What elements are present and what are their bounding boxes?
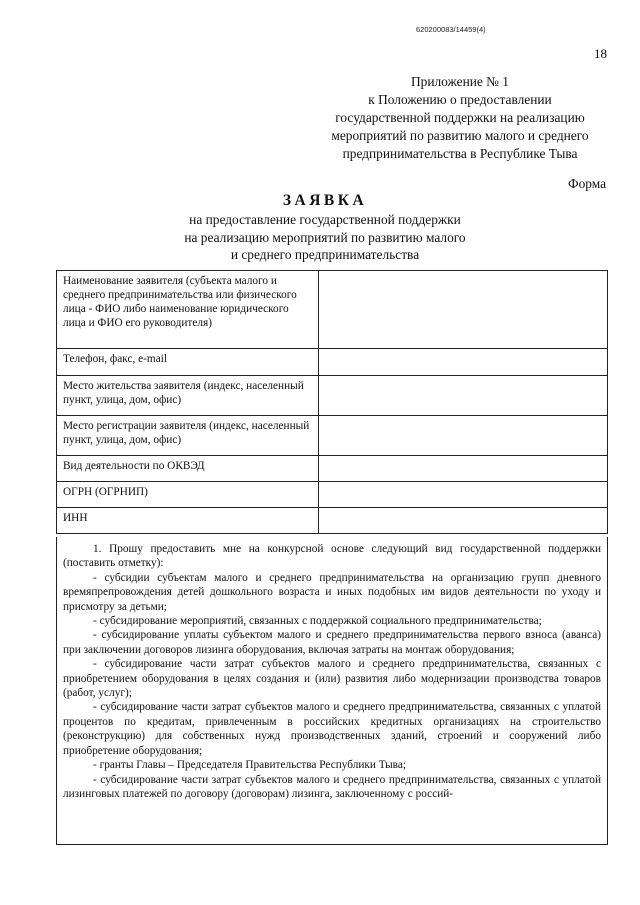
document-title: ЗАЯВКА [282, 192, 368, 209]
field-label-applicant-name: Наименование заявителя (субъекта малого и среднего предпринимательства или физического лица - ФИО либо наименование юридического лица и ФИО его руководителя) [57, 271, 319, 349]
field-label-residence: Место жительства заявителя (индекс, населенный пункт, улица, дом, офис) [57, 376, 319, 416]
appendix-line: к Положению о предоставлении [368, 92, 552, 107]
field-value-inn[interactable] [319, 508, 608, 534]
page-number: 18 [594, 46, 607, 61]
table-row [57, 349, 608, 376]
support-request-section [56, 537, 608, 845]
table-row [57, 416, 608, 456]
support-option[interactable]: - субсидирование части затрат субъектов малого и среднего предпринимательства, связанных с уплатой лизинговых платежей по договору (договорам) лизинга, заключенному с россий- [63, 773, 601, 800]
document-code: 620200083/14459(4) [416, 25, 486, 34]
support-option[interactable]: - субсидии субъектам малого и среднего предпринимательства на организацию групп дневного времяпрепровождения детей дошкольного возраста и иных подобных им видов деятельности по уходу и присмотру за детьми; [63, 571, 601, 613]
field-value-residence[interactable] [319, 376, 608, 416]
field-label-inn: ИНН [57, 508, 319, 534]
form-label: Форма [568, 176, 607, 191]
appendix-line: предпринимательства в Республике Тыва [342, 146, 578, 161]
field-value-ogrn[interactable] [319, 482, 608, 508]
support-option[interactable]: - субсидирование уплаты субъектом малого и среднего предпринимательства первого взноса (аванса) при заключении договоров лизинга оборудования, включая затраты на монтаж оборудования; [63, 629, 601, 656]
request-intro: 1. Прошу предоставить мне на конкурсной основе следующий вид государственной поддержки (поставить отметку): [63, 543, 601, 570]
field-value-applicant-name[interactable] [319, 271, 608, 349]
table-row [57, 508, 608, 534]
table-row [57, 482, 608, 508]
subtitle-line: и среднего предпринимательства [230, 247, 420, 262]
field-value-contacts[interactable] [319, 349, 608, 376]
applicant-info-table [56, 270, 608, 534]
subtitle-line: на реализацию мероприятий по развитию малого [184, 229, 466, 245]
field-label-contacts: Телефон, факс, e-mail [57, 349, 319, 376]
support-option[interactable]: - субсидирование части затрат субъектов малого и среднего предпринимательства, связанных с приобретением оборудования в целях создания и (или) развития либо модернизации производства товаров (работ, услуг); [63, 658, 601, 700]
appendix-line: Приложение № 1 [410, 74, 510, 89]
support-option[interactable]: - субсидирование мероприятий, связанных с поддержкой социального предпринимательства; [93, 615, 542, 628]
support-option[interactable]: - субсидирование части затрат субъектов малого и среднего предпринимательства, связанных с уплатой процентов по кредитам, привлеченным в российских кредитных организациях на строительство (реконструкцию) для собственных нужд производственных зданий, строений и сооружений либо приобретение оборудования; [63, 701, 601, 757]
appendix-line: мероприятий по развитию малого и среднего [331, 128, 589, 143]
field-label-ogrn: ОГРН (ОГРНИП) [57, 482, 319, 508]
subtitle-line: на предоставление государственной поддержки [189, 212, 461, 227]
appendix-line: государственной поддержки на реализацию [335, 110, 585, 125]
field-value-registration[interactable] [319, 416, 608, 456]
table-row [57, 376, 608, 416]
field-value-okved[interactable] [319, 456, 608, 482]
field-label-registration: Место регистрации заявителя (индекс, населенный пункт, улица, дом, офис) [57, 416, 319, 456]
table-row [57, 456, 608, 482]
field-label-okved: Вид деятельности по ОКВЭД [57, 456, 319, 482]
document-subtitle [0, 211, 640, 264]
table-row [57, 271, 608, 349]
appendix-header [300, 73, 620, 163]
support-option[interactable]: - гранты Главы – Председателя Правительства Республики Тыва; [93, 759, 407, 772]
